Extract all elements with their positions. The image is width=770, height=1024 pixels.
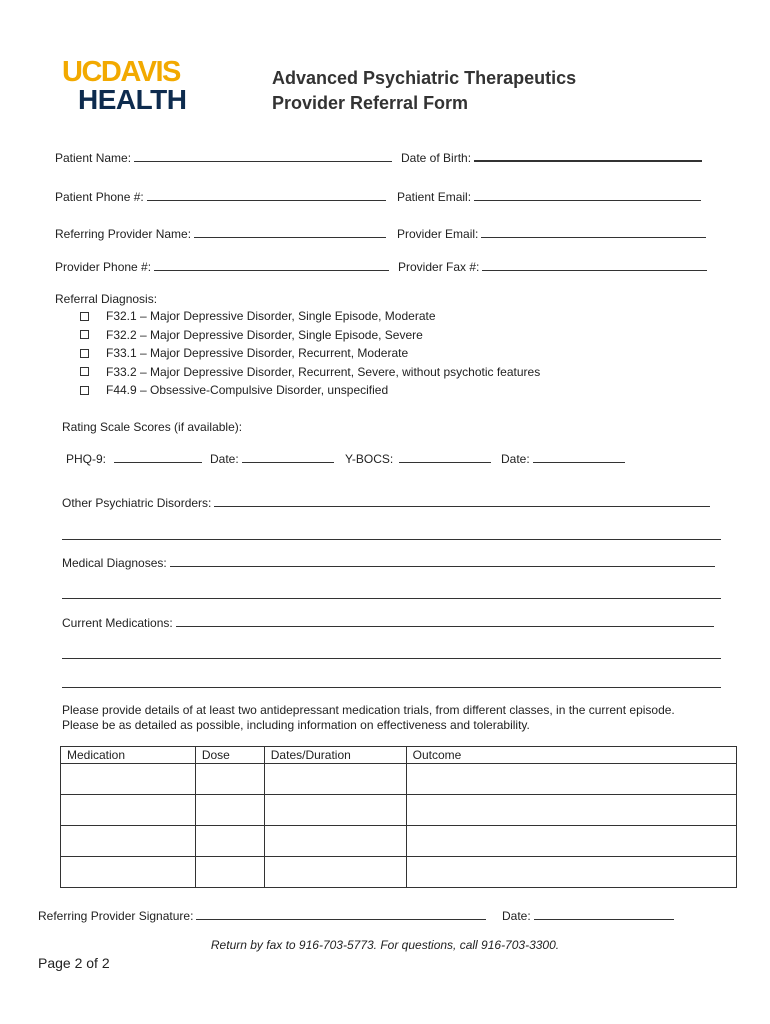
header-medication: Medication — [61, 747, 196, 764]
instructions-line-1: Please provide details of at least two antidepressant medication trials, from different classes, in the current episode. — [62, 703, 675, 717]
medication-cell[interactable] — [61, 764, 196, 795]
provider-fax-row — [398, 259, 707, 274]
page-number: Page 2 of 2 — [38, 955, 110, 971]
return-fax-note: Return by fax to 916-703-5773. For questions, call 916-703-3300. — [210, 938, 560, 952]
provider-fax-field[interactable] — [482, 259, 707, 271]
dates-cell[interactable] — [264, 857, 406, 888]
table-row — [61, 764, 737, 795]
dose-cell[interactable] — [195, 826, 264, 857]
checkbox[interactable] — [80, 386, 89, 395]
patient-name-label: Patient Name: — [55, 151, 132, 165]
table-row — [61, 857, 737, 888]
form-title-line-1: Advanced Psychiatric Therapeutics — [272, 68, 577, 88]
ybocs-date-row — [501, 451, 625, 466]
patient-email-label: Patient Email: — [397, 190, 472, 204]
phq9-date-label: Date: — [210, 452, 239, 466]
instructions-line-2: Please be as detailed as possible, including information on effectiveness and tolerability. — [62, 718, 530, 732]
signature-label: Referring Provider Signature: — [38, 909, 194, 923]
phq9-label: PHQ-9: — [66, 452, 107, 466]
patient-name-row — [55, 150, 392, 165]
checkbox[interactable] — [80, 367, 89, 376]
dob-row — [401, 150, 702, 165]
provider-email-field[interactable] — [481, 226, 706, 238]
provider-email-label: Provider Email: — [397, 227, 479, 241]
form-title-line-2: Provider Referral Form — [272, 93, 469, 113]
provider-phone-label: Provider Phone #: — [55, 260, 152, 274]
other-disorders-field[interactable] — [214, 495, 710, 507]
medication-trials-instructions — [62, 703, 732, 733]
outcome-cell[interactable] — [406, 857, 736, 888]
medication-cell[interactable] — [61, 826, 196, 857]
provider-email-row — [397, 226, 706, 241]
outcome-cell[interactable] — [406, 795, 736, 826]
patient-email-row — [397, 189, 701, 204]
signature-date-field[interactable] — [534, 908, 674, 920]
referring-provider-name-label: Referring Provider Name: — [55, 227, 192, 241]
outcome-cell[interactable] — [406, 764, 736, 795]
current-medications-label: Current Medications: — [62, 616, 173, 630]
ybocs-date-field[interactable] — [533, 451, 625, 463]
outcome-cell[interactable] — [406, 826, 736, 857]
diagnosis-option-label: F44.9 – Obsessive-Compulsive Disorder, unspecified — [106, 383, 389, 398]
phq9-date-field[interactable] — [242, 451, 334, 463]
medication-trials-table — [60, 746, 737, 888]
dose-cell[interactable] — [195, 857, 264, 888]
patient-email-field[interactable] — [474, 189, 701, 201]
signature-row — [38, 908, 486, 923]
table-header-row — [61, 747, 737, 764]
patient-name-field[interactable] — [134, 150, 392, 162]
medication-cell[interactable] — [61, 857, 196, 888]
checkbox[interactable] — [80, 330, 89, 339]
current-medications-line-2[interactable] — [62, 658, 721, 659]
medical-diagnoses-line-2[interactable] — [62, 598, 721, 599]
ybocs-field[interactable] — [399, 451, 491, 463]
medical-diagnoses-field[interactable] — [170, 555, 715, 567]
referring-provider-name-row — [55, 226, 386, 241]
diagnosis-option[interactable] — [80, 307, 540, 326]
uc-davis-health-logo — [62, 58, 212, 116]
logo-line-2: HEALTH — [78, 84, 187, 115]
diagnosis-option-label: F33.2 – Major Depressive Disorder, Recurrent, Severe, without psychotic features — [106, 364, 541, 379]
current-medications-field[interactable] — [176, 615, 714, 627]
ybocs-label: Y-BOCS: — [345, 452, 394, 466]
table-row — [61, 795, 737, 826]
signature-date-label: Date: — [502, 909, 531, 923]
dob-label: Date of Birth: — [401, 151, 472, 165]
checkbox[interactable] — [80, 312, 89, 321]
medical-diagnoses-label: Medical Diagnoses: — [62, 556, 167, 570]
other-disorders-label: Other Psychiatric Disorders: — [62, 496, 212, 510]
referral-diagnosis-label: Referral Diagnosis: — [55, 292, 158, 306]
medication-cell[interactable] — [61, 795, 196, 826]
checkbox[interactable] — [80, 349, 89, 358]
form-title — [272, 66, 576, 116]
referring-provider-name-field[interactable] — [194, 226, 386, 238]
patient-phone-row — [55, 189, 386, 204]
medical-diagnoses-row — [62, 555, 715, 570]
phq9-row — [66, 451, 202, 466]
current-medications-row — [62, 615, 714, 630]
dose-cell[interactable] — [195, 764, 264, 795]
other-disorders-row — [62, 495, 710, 510]
dose-cell[interactable] — [195, 795, 264, 826]
diagnosis-option[interactable] — [80, 344, 540, 363]
ybocs-row — [345, 451, 491, 466]
header-dates-duration: Dates/Duration — [264, 747, 406, 764]
signature-date-row — [502, 908, 674, 923]
diagnosis-list — [80, 307, 540, 400]
diagnosis-option[interactable] — [80, 363, 540, 382]
other-disorders-line-2[interactable] — [62, 539, 721, 540]
current-medications-line-3[interactable] — [62, 687, 721, 688]
phq9-field[interactable] — [114, 451, 202, 463]
header-outcome: Outcome — [406, 747, 736, 764]
dates-cell[interactable] — [264, 826, 406, 857]
diagnosis-option[interactable] — [80, 381, 540, 400]
phq9-date-row — [210, 451, 334, 466]
ybocs-date-label: Date: — [501, 452, 530, 466]
provider-fax-label: Provider Fax #: — [398, 260, 480, 274]
table-row — [61, 826, 737, 857]
patient-phone-label: Patient Phone #: — [55, 190, 144, 204]
dates-cell[interactable] — [264, 764, 406, 795]
header-dose: Dose — [195, 747, 264, 764]
diagnosis-option-label: F33.1 – Major Depressive Disorder, Recurrent, Moderate — [106, 346, 409, 361]
dob-field[interactable] — [474, 150, 702, 162]
provider-phone-row — [55, 259, 389, 274]
diagnosis-option-label: F32.1 – Major Depressive Disorder, Single Episode, Moderate — [106, 309, 436, 324]
provider-phone-field[interactable] — [154, 259, 389, 271]
signature-field[interactable] — [196, 908, 486, 920]
dates-cell[interactable] — [264, 795, 406, 826]
rating-scale-label: Rating Scale Scores (if available): — [62, 420, 243, 434]
diagnosis-option[interactable] — [80, 326, 540, 345]
patient-phone-field[interactable] — [147, 189, 386, 201]
diagnosis-option-label: F32.2 – Major Depressive Disorder, Single Episode, Severe — [106, 327, 423, 342]
logo-line-1: UCDAVIS — [62, 56, 180, 88]
